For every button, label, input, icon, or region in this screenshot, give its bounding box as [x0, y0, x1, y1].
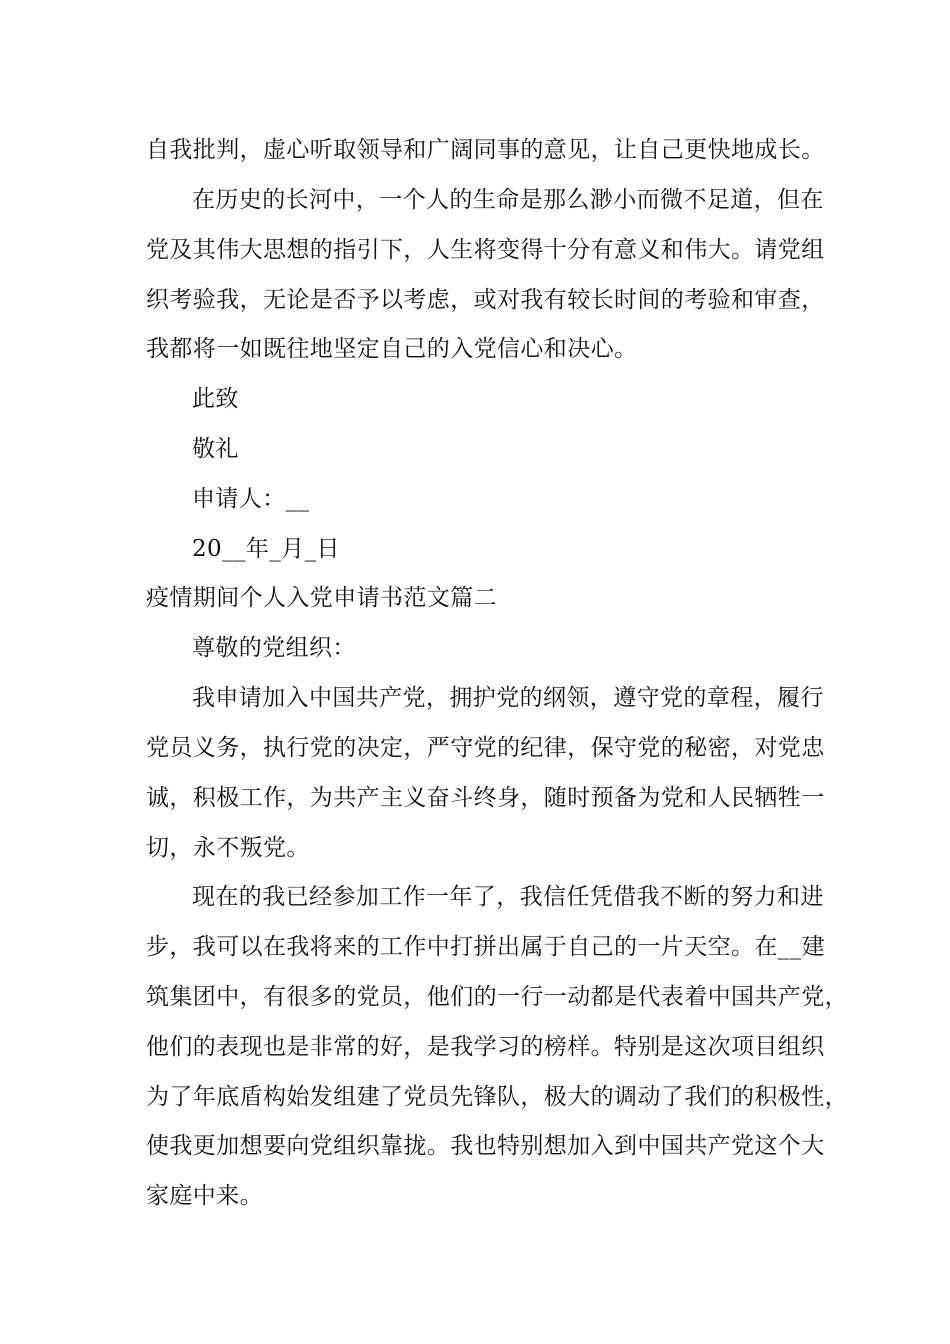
- paragraph-line: 步，我可以在我将来的工作中打拼出属于自己的一片天空。在__建: [146, 934, 825, 960]
- paragraph-line: 切，永不叛党。: [146, 835, 310, 861]
- paragraph-line: 诚，积极工作，为共产主义奋斗终身，随时预备为党和人民牺牲一: [146, 785, 825, 811]
- paragraph-line: 我都将一如既往地坚定自己的入党信心和决心。: [146, 336, 638, 362]
- paragraph-line: 织考验我，无论是否予以考虑，或对我有较长时间的考验和审查，: [146, 287, 825, 313]
- paragraph-line: 我申请加入中国共产党，拥护党的纲领，遵守党的章程，履行: [192, 685, 824, 711]
- paragraph-line: 党及其伟大思想的指引下，人生将变得十分有意义和伟大。请党组: [146, 237, 825, 263]
- paragraph-line: 现在的我已经参加工作一年了，我信任凭借我不断的努力和进: [192, 884, 824, 910]
- paragraph-line: 他们的表现也是非常的好，是我学习的榜样。特别是这次项目组织: [146, 1034, 825, 1060]
- paragraph-line: 在历史的长河中，一个人的生命是那么渺小而微不足道，但在: [192, 187, 824, 213]
- paragraph-line: 筑集团中，有很多的党员，他们的一行一动都是代表着中国共产党，: [146, 984, 848, 1010]
- paragraph-line: 家庭中来。: [146, 1183, 263, 1209]
- closing-salutation: 此致: [192, 386, 239, 412]
- section-title: 疫情期间个人入党申请书范文篇二: [146, 585, 497, 611]
- paragraph-line: 自我批判，虚心听取领导和广阔同事的意见，让自己更快地成长。: [146, 137, 825, 163]
- paragraph-line: 为了年底盾构始发组建了党员先锋队，极大的调动了我们的积极性，: [146, 1084, 848, 1110]
- paragraph-line: 党员义务，执行党的决定，严守党的纪律，保守党的秘密，对党忠: [146, 735, 825, 761]
- closing-regards: 敬礼: [192, 436, 239, 462]
- date-line: 20__年_月_日: [192, 536, 340, 562]
- paragraph-line: 使我更加想要向党组织靠拢。我也特别想加入到中国共产党这个大: [146, 1133, 825, 1159]
- applicant-signature: 申请人：__: [192, 486, 310, 512]
- greeting: 尊敬的党组织：: [192, 635, 356, 661]
